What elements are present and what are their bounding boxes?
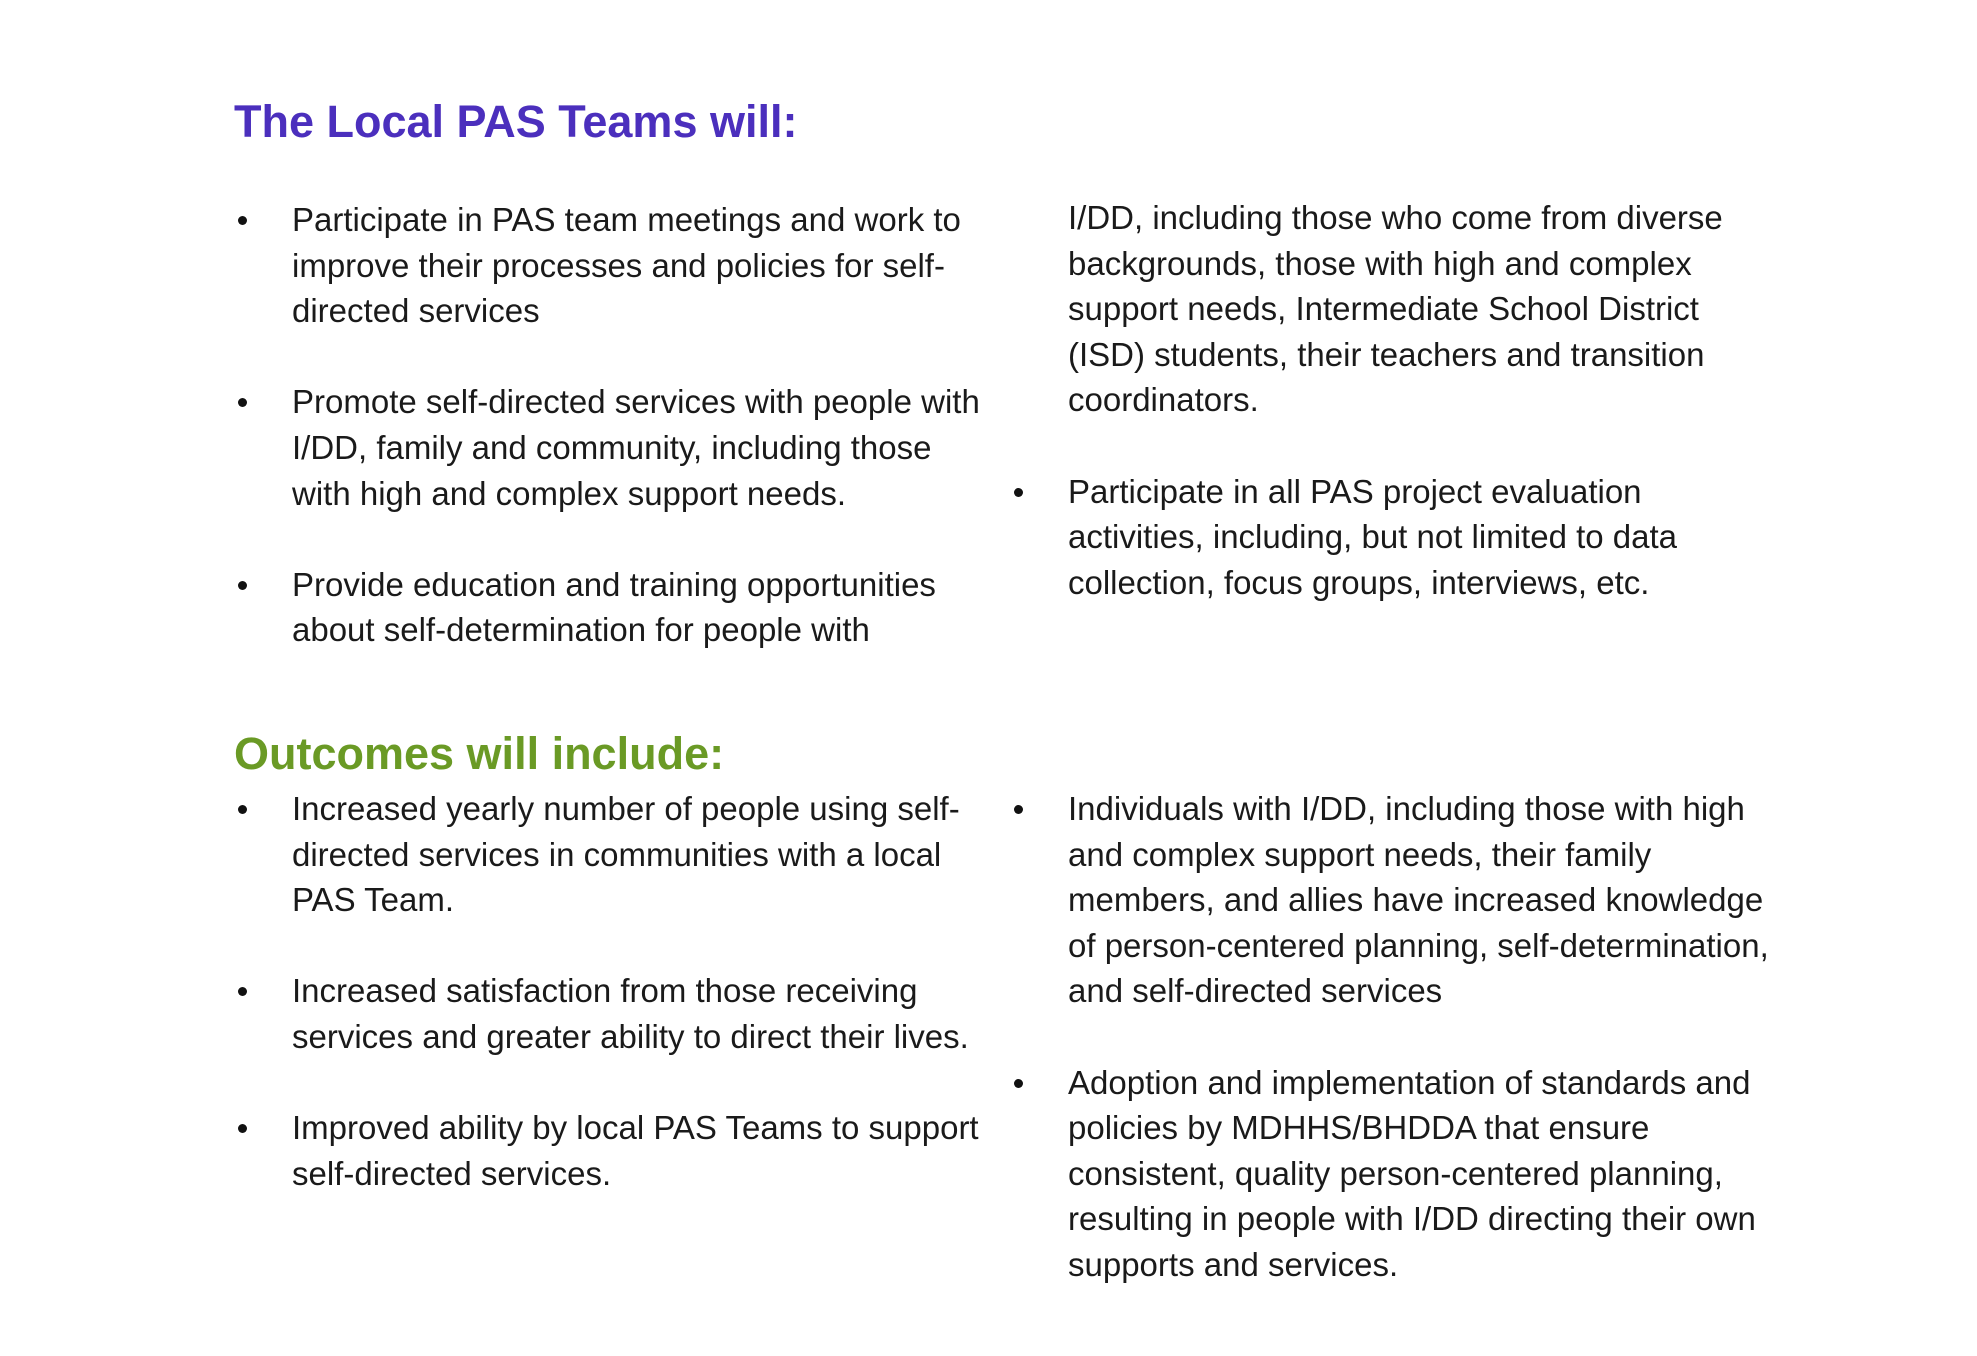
list-item: Improved ability by local PAS Teams to support self-directed services. bbox=[234, 1105, 994, 1196]
pas-teams-list-continued bbox=[1010, 469, 1770, 606]
pas-teams-column-left bbox=[234, 197, 994, 699]
list-item: Individuals with I/DD, including those with high and complex support needs, their family members, and allies have increased knowledge of person-centered planning, self-determination, and self-directed services bbox=[1010, 786, 1770, 1014]
pas-teams-column-right bbox=[1010, 195, 1770, 651]
outcomes-column-left bbox=[234, 786, 994, 1242]
list-item: Participate in all PAS project evaluation activities, including, but not limited to data collection, focus groups, interviews, etc. bbox=[1010, 469, 1770, 606]
section-heading-outcomes: Outcomes will include: bbox=[234, 728, 725, 779]
section-heading-pas-teams: The Local PAS Teams will: bbox=[234, 96, 798, 147]
outcomes-list bbox=[234, 786, 994, 1196]
outcomes-column-right bbox=[1010, 786, 1770, 1333]
list-item: Provide education and training opportunities about self-determination for people with bbox=[234, 562, 994, 653]
list-item: Promote self-directed services with people with I/DD, family and community, including those with high and complex support needs. bbox=[234, 379, 994, 516]
list-item: Adoption and implementation of standards and policies by MDHHS/BHDDA that ensure consistent, quality person-centered planning, resulting in people with I/DD directing their own supports and services. bbox=[1010, 1060, 1770, 1288]
outcomes-list-continued bbox=[1010, 786, 1770, 1288]
pas-teams-list bbox=[234, 197, 994, 653]
list-item: Increased satisfaction from those receiving services and greater ability to direct their lives. bbox=[234, 968, 994, 1059]
list-item: Increased yearly number of people using self-directed services in communities with a local PAS Team. bbox=[234, 786, 994, 923]
list-item-continuation: I/DD, including those who come from diverse backgrounds, those with high and complex support needs, Intermediate School District (ISD) students, their teachers and transition coordinators. bbox=[1068, 199, 1723, 419]
list-item: Participate in PAS team meetings and work to improve their processes and policies for self-directed services bbox=[234, 197, 994, 334]
